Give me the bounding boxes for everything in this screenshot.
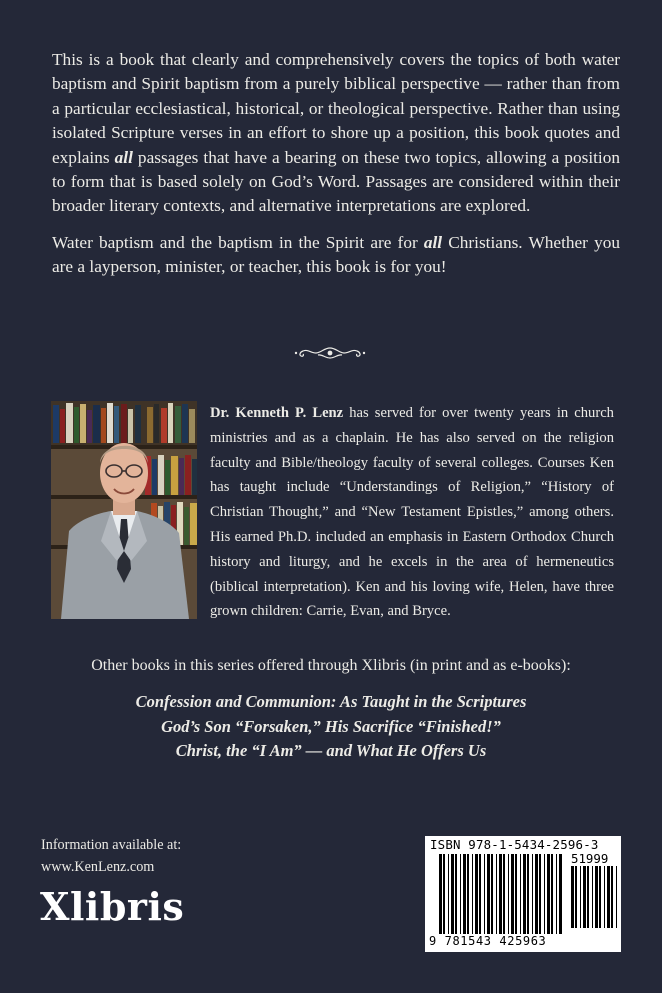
other-books-intro: Other books in this series offered through Xlibris (in print and as e-books):	[91, 657, 571, 674]
barcode-bar	[503, 854, 505, 934]
author-photo	[51, 401, 197, 619]
barcode-bar	[539, 854, 541, 934]
barcode-bar	[607, 866, 610, 928]
barcode-bar	[487, 854, 490, 934]
barcode-bar	[511, 854, 514, 934]
barcode-bar	[520, 854, 521, 934]
price-code: 51999	[571, 851, 609, 866]
barcode-bar	[571, 866, 574, 928]
barcode-bar	[544, 854, 545, 934]
isbn-label: ISBN 978-1-5434-2596-3	[430, 837, 599, 852]
barcode-bar	[491, 854, 493, 934]
barcode-bar	[460, 854, 461, 934]
author-name: Dr. Kenneth P. Lenz	[210, 405, 344, 421]
barcode-bar	[604, 866, 605, 928]
ean-digits: 9 781543 425963	[429, 934, 547, 948]
barcode-bar	[575, 866, 577, 928]
back-cover-blurb	[52, 48, 620, 292]
barcode-bar	[515, 854, 517, 934]
barcode-bar	[535, 854, 538, 934]
blurb-text: Water baptism and the baptism in the Spirit are for	[52, 232, 424, 252]
barcode-bar	[484, 854, 485, 934]
barcode-bar	[475, 854, 478, 934]
blurb-text: Christians. Whether you are a layperson, minister, or teacher, this book is for you!	[52, 232, 620, 277]
barcode-bar	[599, 866, 601, 928]
barcode-bar	[547, 854, 550, 934]
other-books-list	[0, 690, 662, 764]
author-bio	[210, 401, 614, 624]
barcode-bar	[467, 854, 469, 934]
barcode-bar	[448, 854, 449, 934]
barcode-bar	[499, 854, 502, 934]
barcode-bar	[559, 854, 562, 934]
barcode-bar	[508, 854, 509, 934]
blurb-text: passages that have a bearing on these two topics, allowing a position to form that is based solely on God’s Word. Passages are considered within their broader literary contexts, and alternative interpretations are explored.	[52, 147, 620, 216]
barcode-bar	[592, 866, 593, 928]
info-label: Information available at:	[41, 837, 182, 853]
barcode-bar	[463, 854, 466, 934]
publisher-logo: Xlibris	[40, 884, 185, 929]
barcode-bar	[527, 854, 529, 934]
barcode-bar	[556, 854, 557, 934]
barcode-bar	[595, 866, 598, 928]
author-portrait-icon	[51, 401, 197, 619]
barcode-bar	[451, 854, 454, 934]
other-book-title: God’s Son “Forsaken,” His Sacrifice “Finished!”	[161, 716, 501, 736]
barcode-bar	[439, 854, 442, 934]
barcode-bar	[616, 866, 617, 928]
barcode-bar	[443, 854, 445, 934]
blurb-emphasis: all	[423, 232, 443, 252]
barcode-bar	[551, 854, 553, 934]
info-block	[41, 835, 181, 878]
other-book-title: Christ, the “I Am” — and What He Offers Us	[175, 741, 487, 760]
blurb-paragraph-1	[52, 48, 620, 219]
barcode-bar	[587, 866, 589, 928]
barcode-bar	[479, 854, 481, 934]
website-link[interactable]: www.KenLenz.com	[41, 858, 155, 875]
barcode-bar	[580, 866, 581, 928]
blurb-emphasis: all	[114, 147, 133, 167]
isbn-barcode	[425, 836, 621, 952]
barcode-bar	[611, 866, 613, 928]
barcode-bar	[455, 854, 457, 934]
barcode-bar	[532, 854, 533, 934]
ornament-divider-icon	[294, 345, 366, 361]
blurb-paragraph-2	[52, 231, 620, 280]
author-bio-text: has served for over twenty years in church ministries and as a chaplain. He has also served on the religion faculty and Bible/theology faculty of several colleges. Courses Ken has taught include “Understandings of Religion,” “History of Christian Thought,” and “New Testament Epistles,” among others. His earned Ph.D. included an emphasis in Eastern Orthodox Church history and liturgy, and he excels in the area of hermeneutics (biblical interpretation). Ken and his loving wife, Helen, have three grown children: Carrie, Evan, and Bryce.	[210, 405, 614, 620]
barcode-bar	[472, 854, 473, 934]
barcode-bar	[496, 854, 497, 934]
blurb-text: This is a book that clearly and comprehensively covers the topics of both water baptism and Spirit baptism from a purely biblical perspective — rather than from a particular ecclesiastical, historical, or theological perspective. Rather than using isolated Scripture verses in an effort to shore up a position, this book quotes and explains	[52, 50, 620, 167]
other-book-title: Confession and Communion: As Taught in the Scriptures	[135, 692, 527, 711]
barcode-bar	[583, 866, 586, 928]
barcode-bar	[523, 854, 526, 934]
